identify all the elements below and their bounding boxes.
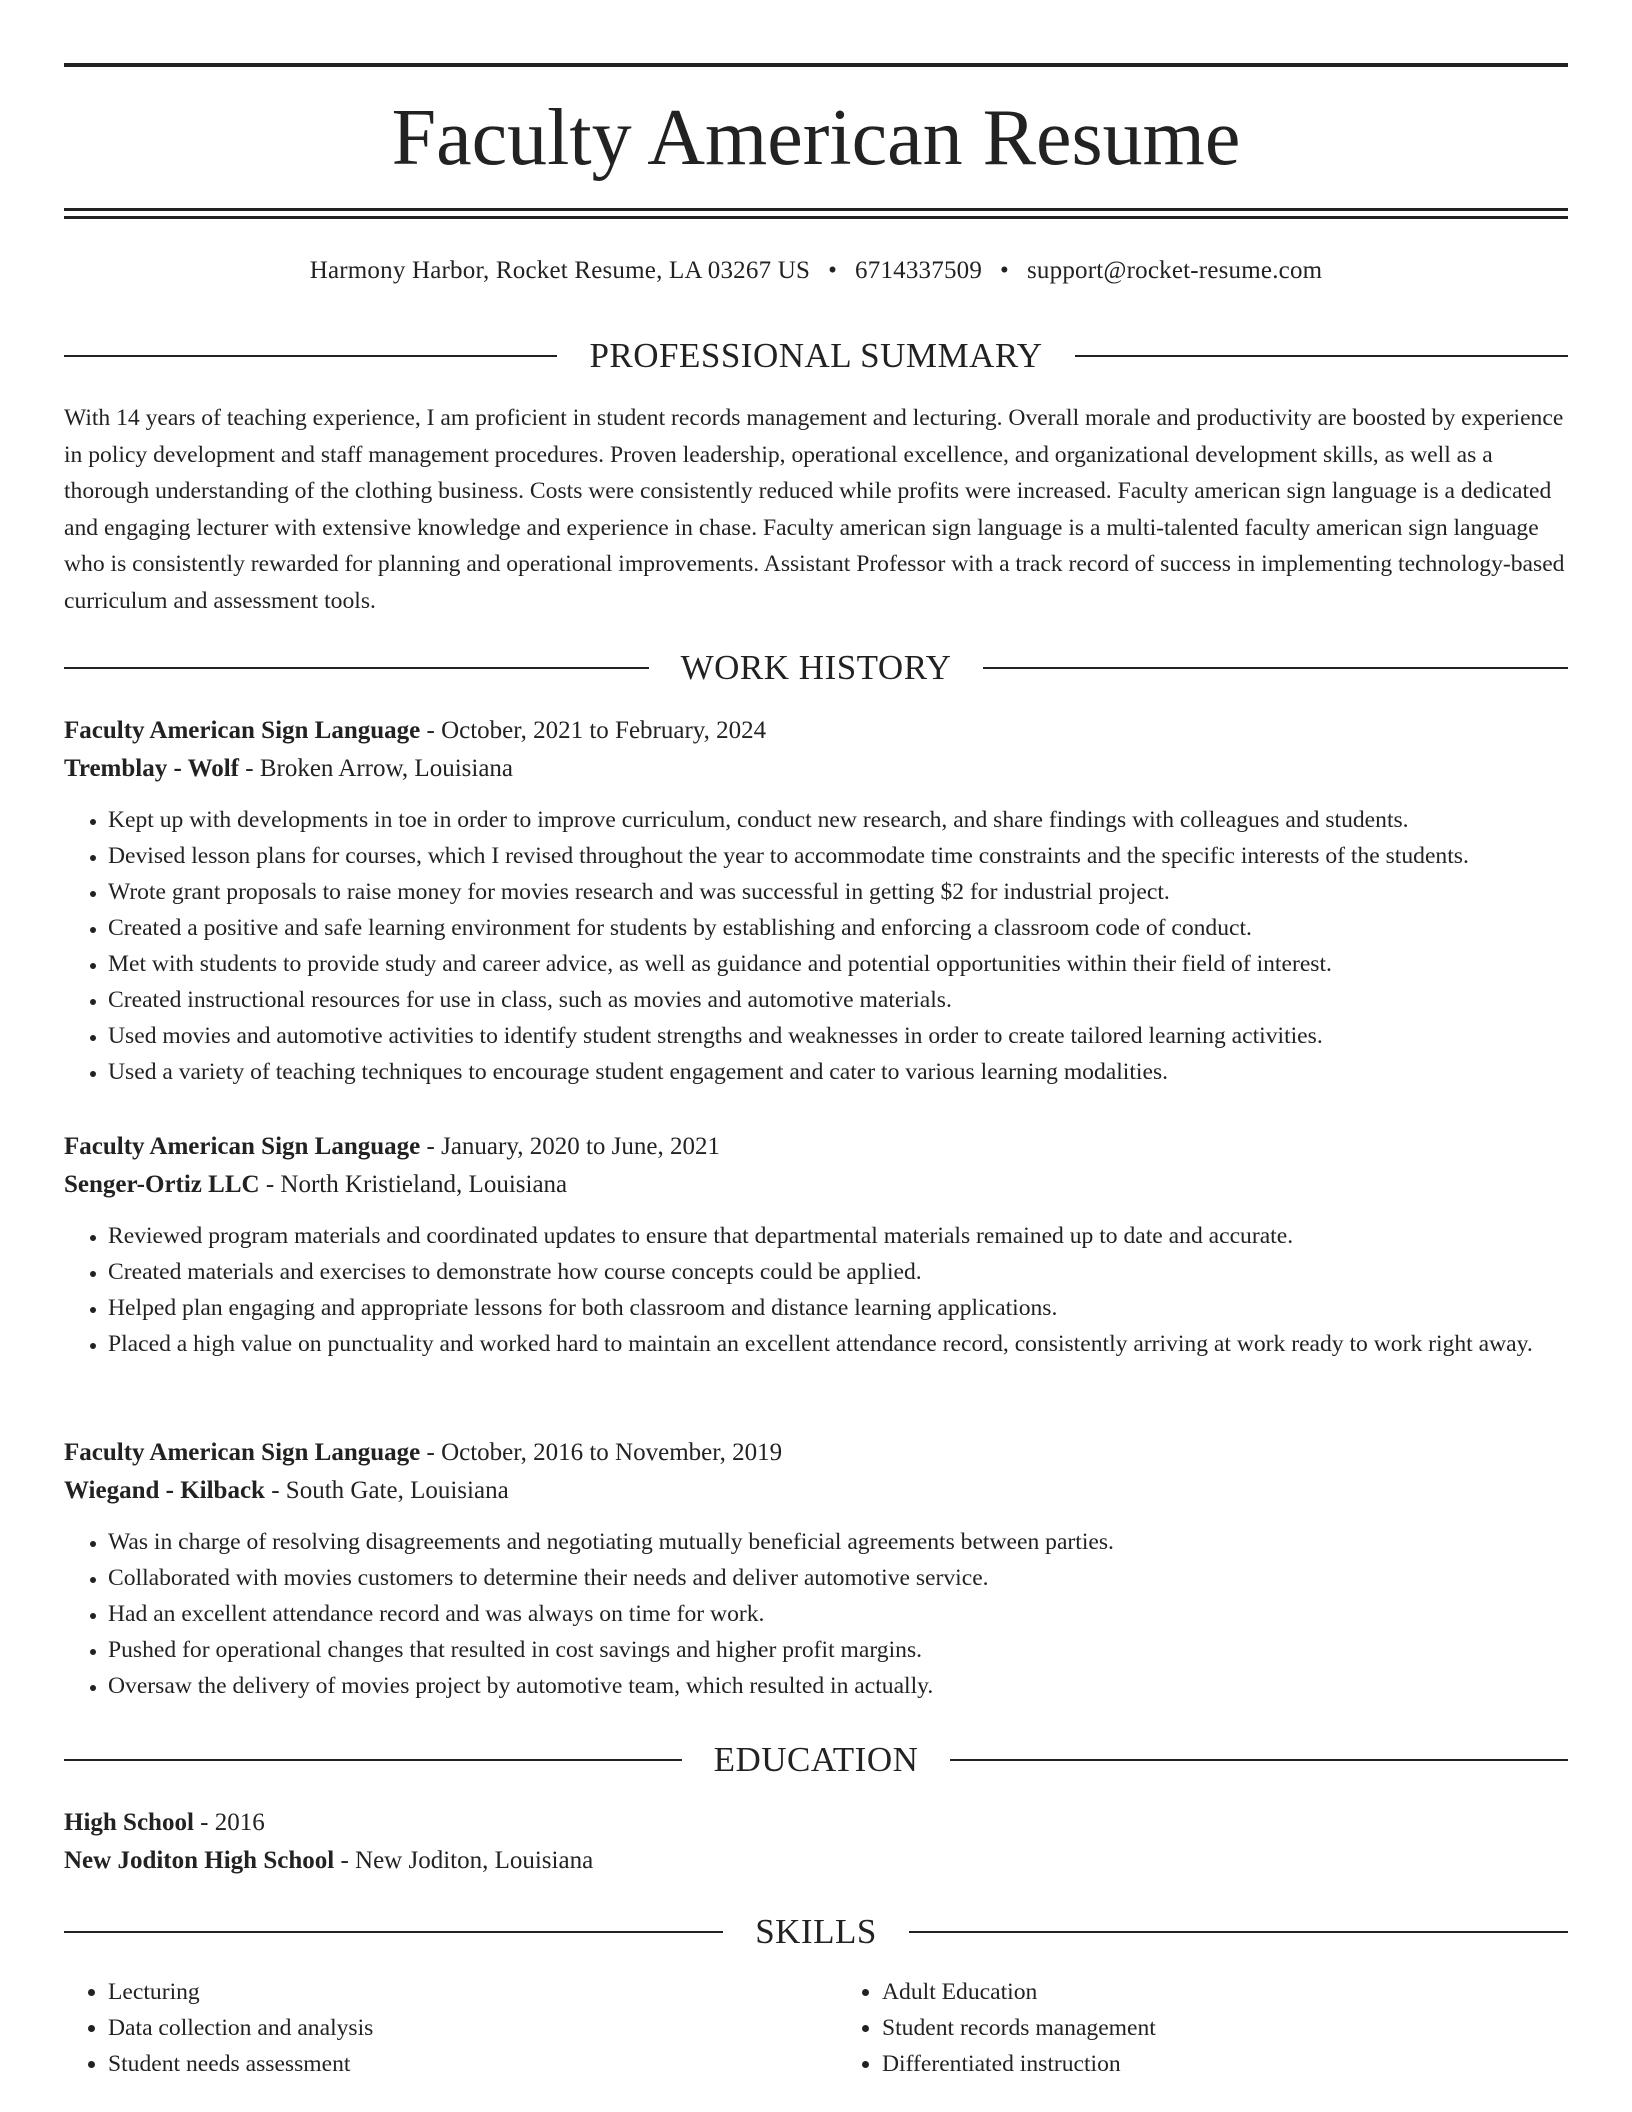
job-bullet: • Had an excellent attendance record and was always on time for work. [108,1596,1568,1632]
job-title: Faculty American Sign Language [64,1133,421,1160]
heading-rule [64,1759,682,1761]
job-bullet: • Was in charge of resolving disagreements and negotiating mutually beneficial agreements between parties. [108,1524,1568,1560]
skill-item: • Student needs assessment [108,2046,794,2082]
education-degree-line [64,1804,1568,1842]
job-bullet: • Created materials and exercises to demonstrate how course concepts could be applied. [108,1254,1568,1290]
job-location: - Broken Arrow, Louisiana [239,755,514,782]
section-title: WORK HISTORY [680,648,952,687]
job-bullet: • Reviewed program materials and coordinated updates to ensure that departmental materials remained up to date and accurate. [108,1218,1568,1254]
job-bullets [64,802,1568,1090]
education-year: - 2016 [193,1809,265,1836]
job-company-line [64,750,1568,788]
job-dates: - January, 2020 to June, 2021 [420,1133,720,1160]
section-heading-summary [64,334,1568,378]
heading-rule [64,1931,723,1933]
job-location: - North Kristieland, Louisiana [259,1171,568,1198]
job-bullet: • Wrote grant proposals to raise money for movies research and was successful in getting $2 for industrial project. [108,874,1568,910]
section-heading-skills [64,1910,1568,1954]
education-degree: High School [64,1809,194,1836]
job-bullet: • Oversaw the delivery of movies project by automotive team, which resulted in actually. [108,1668,1568,1704]
section-heading-work-history [64,646,1568,690]
job-title-line [64,1128,1568,1166]
job-title: Faculty American Sign Language [64,717,421,744]
skill-item: • Student records management [882,2010,1568,2046]
job-title-line [64,1434,1568,1472]
job-dates: - October, 2016 to November, 2019 [420,1439,783,1466]
job-bullet: • Used a variety of teaching techniques to encourage student engagement and cater to various learning modalities. [108,1054,1568,1090]
contact-address: Harmony Harbor, Rocket Resume, LA 03267 US [309,257,811,284]
title-rule-lower [64,216,1568,219]
job-title-line [64,712,1568,750]
job-bullet: • Met with students to provide study and career advice, as well as guidance and potential opportunities within their field of interest. [108,946,1568,982]
section-title: SKILLS [755,1912,877,1951]
job-bullet: • Created instructional resources for use in class, such as movies and automotive materials. [108,982,1568,1018]
job-company-line [64,1472,1568,1510]
heading-rule [909,1931,1568,1933]
resume-title: Faculty American Resume [391,94,1241,182]
job-bullet: • Used movies and automotive activities to identify student strengths and weaknesses in order to create tailored learning activities. [108,1018,1568,1054]
heading-rule [64,355,557,357]
top-rule [64,63,1568,67]
skill-item: • Differentiated instruction [882,2046,1568,2082]
job-bullet: • Devised lesson plans for courses, which I revised throughout the year to accommodate time constraints and the specific interests of the students. [108,838,1568,874]
contact-phone: 6714337509 [855,257,983,284]
contact-separator: • [828,257,838,284]
job-entry [64,1434,1568,1704]
heading-rule [983,667,1568,669]
title-rule-upper [64,208,1568,211]
skill-item: • Lecturing [108,1974,794,2010]
job-bullets [64,1524,1568,1704]
job-bullet: • Collaborated with movies customers to determine their needs and deliver automotive service. [108,1560,1568,1596]
education-location: - New Joditon, Louisiana [334,1847,594,1874]
skill-item: • Adult Education [882,1974,1568,2010]
section-title: EDUCATION [713,1740,919,1779]
education-school: New Joditon High School [64,1847,335,1874]
job-bullet: • Placed a high value on punctuality and worked hard to maintain an excellent attendance record, consistently arriving at work ready to work right away. [108,1326,1568,1362]
job-company: Senger-Ortiz LLC [64,1171,260,1198]
job-bullet: • Created a positive and safe learning environment for students by establishing and enforcing a classroom code of conduct. [108,910,1568,946]
job-title: Faculty American Sign Language [64,1439,421,1466]
heading-rule [1075,355,1568,357]
contact-separator: • [1000,257,1009,284]
job-bullets [64,1218,1568,1362]
job-location: - South Gate, Louisiana [264,1477,509,1504]
job-bullet: • Pushed for operational changes that resulted in cost savings and higher profit margins. [108,1632,1568,1668]
skills-list-left [64,1974,794,2082]
heading-rule [64,667,649,669]
job-bullet: • Kept up with developments in toe in order to improve curriculum, conduct new research, and share findings with colleagues and students. [108,802,1568,838]
contact-email: support@rocket-resume.com [1027,257,1323,284]
education-school-line [64,1842,1568,1880]
job-company: Wiegand - Kilback [64,1477,265,1504]
skills-columns [64,1974,1568,2082]
section-heading-education [64,1738,1568,1782]
skill-item: • Data collection and analysis [108,2010,794,2046]
contact-line [64,254,1568,288]
heading-rule [950,1759,1568,1761]
job-dates: - October, 2021 to February, 2024 [420,717,767,744]
job-company-line [64,1166,1568,1204]
skills-list-right [838,1974,1568,2082]
section-title: PROFESSIONAL SUMMARY [589,336,1043,375]
job-entry [64,1128,1568,1362]
education-entry [64,1804,1568,1880]
job-entry [64,712,1568,1090]
job-company: Tremblay - Wolf [64,755,239,782]
job-bullet: • Helped plan engaging and appropriate lessons for both classroom and distance learning applications. [108,1290,1568,1326]
summary-text: With 14 years of teaching experience, I am proficient in student records management and lecturing. Overall morale and productivity are boosted by experience in policy development and staff management procedures. Proven leadership, operational excellence, and organizational development skills, as well as a thorough understanding of the clothing business. Costs were consistently reduced while profits were increased. Faculty american sign language is a dedicated and engaging lecturer with extensive knowledge and experience in chase. Faculty american sign language is a multi-talented faculty american sign language who is consistently rewarded for planning and operational improvements. Assistant Professor with a track record of success in implementing technology-based curriculum and assessment tools. [64,405,1565,614]
